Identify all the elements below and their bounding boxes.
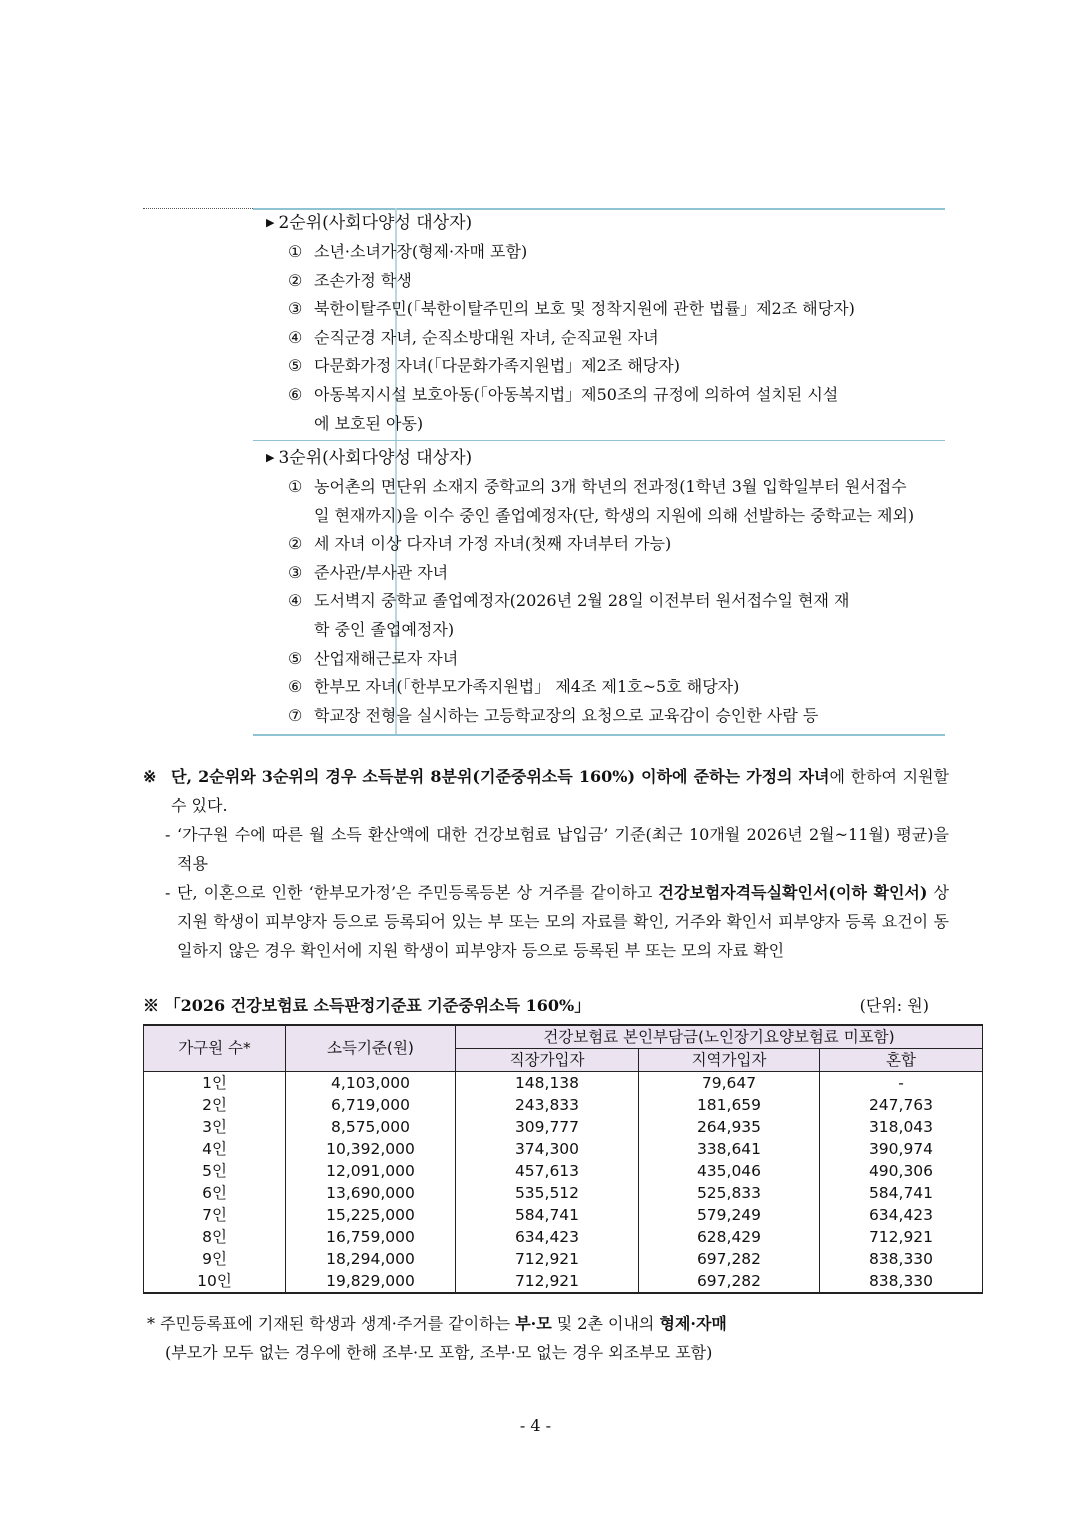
table-cell: 247,763 bbox=[820, 1094, 983, 1116]
item-number: ① bbox=[288, 477, 303, 496]
item-text: 도서벽지 중학교 졸업예정자(2026년 2월 28일 이전부터 원서접수일 현재 재 bbox=[314, 591, 850, 611]
table-cell: 4,103,000 bbox=[286, 1072, 456, 1095]
table-cell: 4인 bbox=[144, 1138, 286, 1160]
table-cell: 7인 bbox=[144, 1204, 286, 1226]
table-cell: 634,423 bbox=[820, 1204, 983, 1226]
dash-note-text: ‘가구원 수에 따른 월 소득 환산액에 대한 건강보험료 납입금’ 기준(최근 10개월 2026년 2월~11월) 평균)을 적용 bbox=[177, 825, 949, 873]
header-household: 가구원 수* bbox=[144, 1025, 286, 1072]
table-row bbox=[144, 1116, 983, 1138]
dash-note-text: 단, 이혼으로 인한 ‘한부모가정’은 주민등록등본 상 거주를 같이하고 bbox=[177, 883, 659, 902]
table-cell: 579,249 bbox=[639, 1204, 820, 1226]
item-number: ④ bbox=[288, 327, 303, 347]
reference-note bbox=[143, 762, 949, 820]
table-cell: 6,719,000 bbox=[286, 1094, 456, 1116]
table-cell: 309,777 bbox=[456, 1116, 639, 1138]
table-cell: 1인 bbox=[144, 1072, 286, 1095]
list-item bbox=[266, 530, 946, 559]
table-cell: 264,935 bbox=[639, 1116, 820, 1138]
list-item bbox=[266, 473, 946, 502]
dash-note-emphasis: 건강보험자격득실확인서(이하 확인서) bbox=[658, 883, 928, 902]
item-text-continued: 일 현재까지)을 이수 중인 졸업예정자(단, 학생의 지원에 의해 선발하는 중학교는 제외) bbox=[314, 505, 915, 525]
table-cell: 838,330 bbox=[820, 1248, 983, 1270]
table-cell: 338,641 bbox=[639, 1138, 820, 1160]
item-text: 세 자녀 이상 다자녀 가정 자녀(첫째 자녀부터 가능) bbox=[314, 534, 672, 554]
item-number: ⑤ bbox=[288, 648, 303, 668]
section-3-items bbox=[266, 473, 946, 730]
item-text-continued: 에 보호된 아동) bbox=[314, 413, 424, 433]
item-number: ③ bbox=[288, 299, 303, 319]
table-cell: 16,759,000 bbox=[286, 1226, 456, 1248]
note-emphasis: 단, 2순위와 3순위의 경우 소득분위 8분위(기준중위소득 160%) 이하에 준하는 가정의 자녀 bbox=[171, 767, 830, 786]
item-number: ⑥ bbox=[288, 384, 303, 404]
table-cell: 3인 bbox=[144, 1116, 286, 1138]
table-cell: - bbox=[820, 1072, 983, 1095]
item-number: ⑦ bbox=[288, 705, 303, 725]
table-cell: 697,282 bbox=[639, 1248, 820, 1270]
table-cell: 318,043 bbox=[820, 1116, 983, 1138]
item-number: ③ bbox=[288, 562, 303, 582]
table-cell: 10인 bbox=[144, 1270, 286, 1293]
dash-note-2: - 단, 이혼으로 인한 ‘한부모가정’은 주민등록등본 상 거주를 같이하고 건강보험자격득실확인서(이하 확인서) 상 지원 학생이 피부양자 등으로 등록되어 있는 부 또는 모의 자료를 확인, 거주와 확인서 피부양자 등록 요건이 동일하지 않은 경우 확인서에 지원 학생이 피부양자 등으로 등록된 부 또는 모의 자료 확인 bbox=[165, 883, 949, 960]
table-cell: 374,300 bbox=[456, 1138, 639, 1160]
table-cell: 712,921 bbox=[456, 1270, 639, 1293]
table-cell: 5인 bbox=[144, 1160, 286, 1182]
list-item bbox=[266, 381, 946, 410]
table-cell: 9인 bbox=[144, 1248, 286, 1270]
item-text: 학교장 전형을 실시하는 고등학교장의 요청으로 교육감이 승인한 사람 등 bbox=[314, 705, 819, 725]
table-row bbox=[144, 1270, 983, 1293]
item-number: ② bbox=[288, 534, 303, 554]
item-number: ⑥ bbox=[288, 677, 303, 697]
section-title: 3순위(사회다양성 대상자) bbox=[278, 448, 473, 468]
table-cell: 15,225,000 bbox=[286, 1204, 456, 1226]
header-mixed: 혼합 bbox=[820, 1049, 983, 1072]
box-bottom-rule bbox=[253, 734, 945, 736]
table-row bbox=[144, 1160, 983, 1182]
dotted-divider bbox=[143, 208, 253, 209]
table-cell: 6인 bbox=[144, 1182, 286, 1204]
table-cell: 18,294,000 bbox=[286, 1248, 456, 1270]
item-text-continued: 학 중인 졸업예정자) bbox=[314, 619, 455, 639]
table-cell: 490,306 bbox=[820, 1160, 983, 1182]
list-item bbox=[266, 352, 946, 381]
table-cell: 712,921 bbox=[820, 1226, 983, 1248]
item-text: 순직군경 자녀, 순직소방대원 자녀, 순직교원 자녀 bbox=[314, 327, 659, 347]
table-cell: 435,046 bbox=[639, 1160, 820, 1182]
table-body bbox=[144, 1072, 983, 1294]
page-number: - 4 - bbox=[519, 1416, 552, 1435]
section-title: 2순위(사회다양성 대상자) bbox=[278, 213, 473, 233]
table-cell: 13,690,000 bbox=[286, 1182, 456, 1204]
notes-block bbox=[143, 762, 949, 965]
item-text: 다문화가정 자녀(「다문화가족지원법」제2조 해당자) bbox=[314, 356, 680, 376]
section-2-items bbox=[266, 238, 946, 438]
table-cell: 525,833 bbox=[639, 1182, 820, 1204]
note-text: 에 한하여 지원할 수 있다. bbox=[171, 767, 949, 815]
item-number: ② bbox=[288, 270, 303, 290]
list-item bbox=[266, 645, 946, 674]
list-item bbox=[266, 702, 946, 731]
table-cell: 243,833 bbox=[456, 1094, 639, 1116]
item-text: 아동복지시설 보호아동(「아동복지법」제50조의 규정에 의하여 설치된 시설 bbox=[314, 384, 839, 404]
table-row bbox=[144, 1072, 983, 1095]
table-cell: 697,282 bbox=[639, 1270, 820, 1293]
header-income: 소득기준(원) bbox=[286, 1025, 456, 1072]
table-row bbox=[144, 1182, 983, 1204]
item-text: 준사관/부사관 자녀 bbox=[314, 562, 449, 582]
table-cell: 535,512 bbox=[456, 1182, 639, 1204]
item-text: 소년·소녀가장(형제·자매 포함) bbox=[314, 242, 528, 261]
table-cell: 838,330 bbox=[820, 1270, 983, 1293]
table-row bbox=[144, 1248, 983, 1270]
section-priority-2 bbox=[266, 208, 946, 438]
triangle-bullet-icon: ▶ bbox=[266, 216, 275, 229]
item-text: 북한이탈주민(「북한이탈주민의 보호 및 정착지원에 관한 법률」제2조 해당자) bbox=[314, 299, 855, 319]
table-cell: 79,647 bbox=[639, 1072, 820, 1095]
table-cell: 712,921 bbox=[456, 1248, 639, 1270]
item-text: 농어촌의 면단위 소재지 중학교의 3개 학년의 전과정(1학년 3월 입학일부터 원서접수 bbox=[314, 477, 907, 496]
table-row bbox=[144, 1094, 983, 1116]
footnote: * 주민등록표에 기재된 학생과 생계·주거를 같이하는 부·모 및 2촌 이내의 형제·자매 (부모가 모두 없는 경우에 한해 조부·모 포함, 조부·모 없는 경우 외조부모 포함) bbox=[147, 1314, 727, 1362]
table-row bbox=[144, 1204, 983, 1226]
item-text: 산업재해근로자 자녀 bbox=[314, 648, 459, 668]
item-text: 한부모 자녀(「한부모가족지원법」 제4조 제1호~5호 해당자) bbox=[314, 677, 740, 697]
table-cell: 8인 bbox=[144, 1226, 286, 1248]
unit-label: (단위: 원) bbox=[859, 996, 929, 1015]
table-cell: 634,423 bbox=[456, 1226, 639, 1248]
box-middle-rule bbox=[253, 440, 945, 441]
table-cell: 584,741 bbox=[456, 1204, 639, 1226]
list-item bbox=[266, 587, 946, 616]
list-item bbox=[266, 238, 946, 267]
list-item bbox=[266, 324, 946, 353]
triangle-bullet-icon: ▶ bbox=[266, 451, 275, 464]
list-item bbox=[266, 559, 946, 588]
table-row bbox=[144, 1138, 983, 1160]
list-item bbox=[266, 267, 946, 296]
list-item bbox=[266, 295, 946, 324]
table-cell: 10,392,000 bbox=[286, 1138, 456, 1160]
table-cell: 390,974 bbox=[820, 1138, 983, 1160]
dash-note-text: 상 지원 학생이 피부양자 등으로 등록되어 있는 부 또는 모의 자료를 확인, 거주와 확인서 피부양자 등록 요건이 동일하지 않은 경우 확인서에 지원 학생이 피부양자 등으로 등록된 부 또는 모의 자료 확인 bbox=[177, 883, 949, 960]
header-employee: 직장가입자 bbox=[456, 1049, 639, 1072]
item-number: ① bbox=[288, 242, 303, 261]
table-title: ※ 「2026 건강보험료 소득판정기준표 기준중위소득 160%」 (단위: 원) bbox=[143, 991, 949, 1021]
table-cell: 8,575,000 bbox=[286, 1116, 456, 1138]
table-cell: 2인 bbox=[144, 1094, 286, 1116]
table-cell: 19,829,000 bbox=[286, 1270, 456, 1293]
item-number: ④ bbox=[288, 591, 303, 611]
header-regional: 지역가입자 bbox=[639, 1049, 820, 1072]
table-cell: 628,429 bbox=[639, 1226, 820, 1248]
table-cell: 12,091,000 bbox=[286, 1160, 456, 1182]
item-text: 조손가정 학생 bbox=[314, 270, 412, 290]
section-priority-3 bbox=[266, 443, 946, 730]
item-number: ⑤ bbox=[288, 356, 303, 376]
reference-mark: ※ bbox=[143, 767, 157, 786]
table-cell: 457,613 bbox=[456, 1160, 639, 1182]
table-row bbox=[144, 1226, 983, 1248]
header-premium: 건강보험료 본인부담금(노인장기요양보험료 미포함) bbox=[456, 1025, 983, 1049]
dash-note-1: - ‘가구원 수에 따른 월 소득 환산액에 대한 건강보험료 납입금’ 기준(최근 10개월 2026년 2월~11월) 평균)을 적용 bbox=[143, 820, 949, 878]
table-cell: 181,659 bbox=[639, 1094, 820, 1116]
income-criteria-table bbox=[143, 1024, 983, 1294]
table-cell: 148,138 bbox=[456, 1072, 639, 1095]
table-cell: 584,741 bbox=[820, 1182, 983, 1204]
list-item bbox=[266, 673, 946, 702]
